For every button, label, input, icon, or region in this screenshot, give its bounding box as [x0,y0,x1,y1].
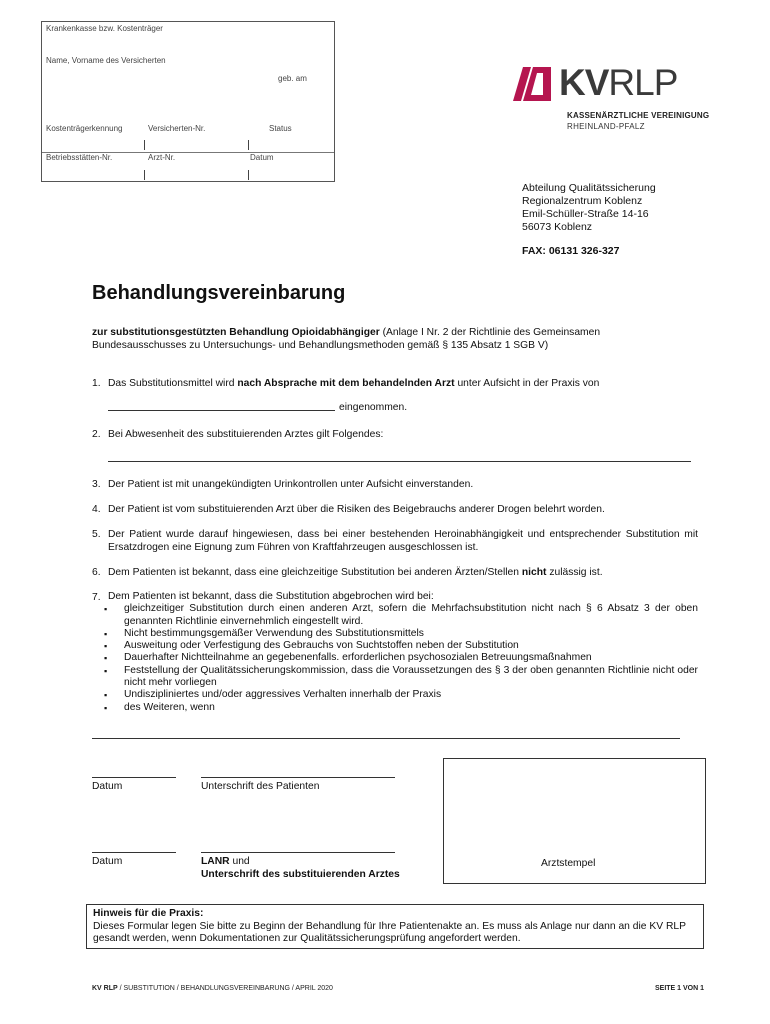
patient-signature-label: Unterschrift des Patienten [201,781,320,792]
item-5 [92,528,698,554]
versicherten-nr-label: Versicherten-Nr. [148,124,206,133]
page-subtitle [92,326,692,352]
item-7 [92,591,698,714]
arzt-signature-label: Unterschrift des substituierenden Arztes [201,869,400,880]
item-3 [92,478,698,491]
abwesenheit-fill-line[interactable] [108,461,691,462]
item-1 [92,377,698,390]
item-2-text: Bei Abwesenheit des substituierenden Arztes gilt Folgendes: [108,429,384,440]
field-divider [248,140,249,150]
kvrlp-logo [513,62,710,133]
item-number: 3. [92,479,101,490]
hint-text: Dieses Formular legen Sie bitte zu Beginn der Behandlung für Ihre Patientenakte an. Es muss als Anlage nur dann an die KV RLP gesandt werden, wenn Dokumentationen zur Qualitätssicherungsprüfung angefordert werden. [93,920,686,944]
item-1-line2: eingenommen. [339,402,408,413]
logo-rlp: RLP [608,62,678,103]
page-number: SEITE 1 VON 1 [655,985,705,992]
kostentraeger-label: Kostenträgerkennung [46,124,123,133]
bullet-item: ▪ Feststellung der Qualitätssicherungskommission, dass die Voraussetzungen des § 3 der oben genannten Richtlinie nicht oder nicht mehr vorliegen [92,665,698,690]
abbruch-bullet-list [92,603,698,714]
bullet-item: ▪ Ausweitung oder Verfestigung des Gebrauchs von Suchtstoffen neben der Substitution [92,640,698,652]
bullet-item: ▪ gleichzeitiger Substitution durch einen anderen Arzt, sofern die Mehrfachsubstitution nicht nach § 6 Absatz 3 der oben genannten Richtlinie einvernehmlich eingestellt wird. [92,603,698,628]
patient-signature-line[interactable] [201,777,395,778]
address-line-1: Abteilung Qualitätssicherung [522,182,656,194]
datum-patient-label: Datum [92,781,123,792]
logo-subline-2: RHEINLAND-PFALZ [567,122,645,131]
datum-arzt-label: Datum [92,856,123,867]
lanr-bold: LANR [201,856,230,867]
address-line-3: Emil-Schüller-Straße 14-16 [522,208,649,220]
item-1-text-post: unter Aufsicht in der Praxis von [454,378,600,389]
item-6-text-post: zulässig ist. [546,567,603,578]
logo-subline-1: KASSENÄRZTLICHE VEREINIGUNG [567,111,710,120]
field-divider [144,140,145,150]
weiteren-fill-line[interactable] [92,738,680,739]
geb-label: geb. am [278,74,307,83]
bullet-item: ▪ Nicht bestimmungsgemäßer Verwendung des Substitutionsmittels [92,628,698,640]
fax-number: FAX: 06131 326-327 [522,245,620,257]
item-number: 1. [92,378,101,389]
kasse-label: Krankenkasse bzw. Kostenträger [46,24,163,33]
footer-brand: KV RLP [92,985,118,992]
item-number: 7. [92,592,101,603]
lanr-label [201,855,250,868]
logo-kv: KV [559,62,609,103]
datum-arzt-line[interactable] [92,852,176,853]
name-label: Name, Vorname des Versicherten [46,56,166,65]
subtitle-rest: (Anlage I Nr. 2 der Richtlinie des Gemeinsamen Bundesausschusses zu Untersuchungs- und Behandlungsmethoden gemäß § 135 Absatz 1 SGB V) [92,327,601,351]
item-number: 6. [92,567,101,578]
subtitle-bold: zur substitutionsgestützten Behandlung Opioidabhängiger [92,327,380,338]
bullet-item: ▪ Dauerhafter Nichtteilnahme an gegebenenfalls. erforderlichen psychosozialen Betreuungsmaßnahmen [92,652,698,664]
arztstempel-box[interactable] [443,758,706,884]
logo-wordmark [559,63,677,103]
arzt-signature-line[interactable] [201,852,395,853]
arztstempel-label: Arztstempel [541,858,596,869]
footer-left [92,985,333,992]
item-5-text: Der Patient wurde darauf hingewiesen, dass bei einer bestehenden Heroinabhängigkeit und entsprechender Substitution mit Ersatzdrogen eine Eignung zum Führen von Kraftfahrzeugen ausgeschlossen ist. [108,529,698,553]
page-title: Behandlungsvereinbarung [92,282,346,304]
item-7-text: Dem Patienten ist bekannt, dass die Substitution abgebrochen wird bei: [108,591,434,602]
item-6 [92,566,698,579]
item-number: 5. [92,529,101,540]
kvrlp-logo-mark-icon [513,67,553,101]
status-label: Status [269,124,292,133]
betriebsstaetten-label: Betriebsstätten-Nr. [46,153,113,162]
insurance-header-box [41,21,335,182]
item-3-text: Der Patient ist mit unangekündigten Urinkontrollen unter Aufsicht einverstanden. [108,479,474,490]
address-line-2: Regionalzentrum Koblenz [522,195,643,207]
address-line-4: 56073 Koblenz [522,221,593,233]
field-divider [144,170,145,180]
item-6-text-pre: Dem Patienten ist bekannt, dass eine gleichzeitige Substitution bei anderen Ärzten/Stellen [108,567,522,578]
item-number: 4. [92,504,101,515]
item-number: 2. [92,429,101,440]
datum-patient-line[interactable] [92,777,176,778]
item-2 [92,428,698,441]
footer-path: / SUBSTITUTION / BEHANDLUNGSVEREINBARUNG / APRIL 2020 [117,985,333,992]
bullet-item: ▪ des Weiteren, wenn [92,702,698,714]
item-4-text: Der Patient ist vom substituierenden Arzt über die Risiken des Beigebrauchs anderer Drogen belehrt worden. [108,504,605,515]
item-6-text-bold: nicht [521,567,547,578]
praxis-fill-line[interactable] [108,410,335,411]
item-4 [92,503,698,516]
bullet-item: ▪ Undiszipliniertes und/oder aggressives Verhalten innerhalb der Praxis [92,689,698,701]
arzt-nr-label: Arzt-Nr. [148,153,176,162]
lanr-und: und [229,856,250,867]
hint-title: Hinweis für die Praxis: [93,908,204,919]
item-1-text-bold: nach Absprache mit dem behandelnden Arzt [237,378,455,389]
praxis-hint-box [86,904,704,949]
field-divider [248,170,249,180]
datum-label: Datum [250,153,274,162]
item-1-text-pre: Das Substitutionsmittel wird [108,378,238,389]
